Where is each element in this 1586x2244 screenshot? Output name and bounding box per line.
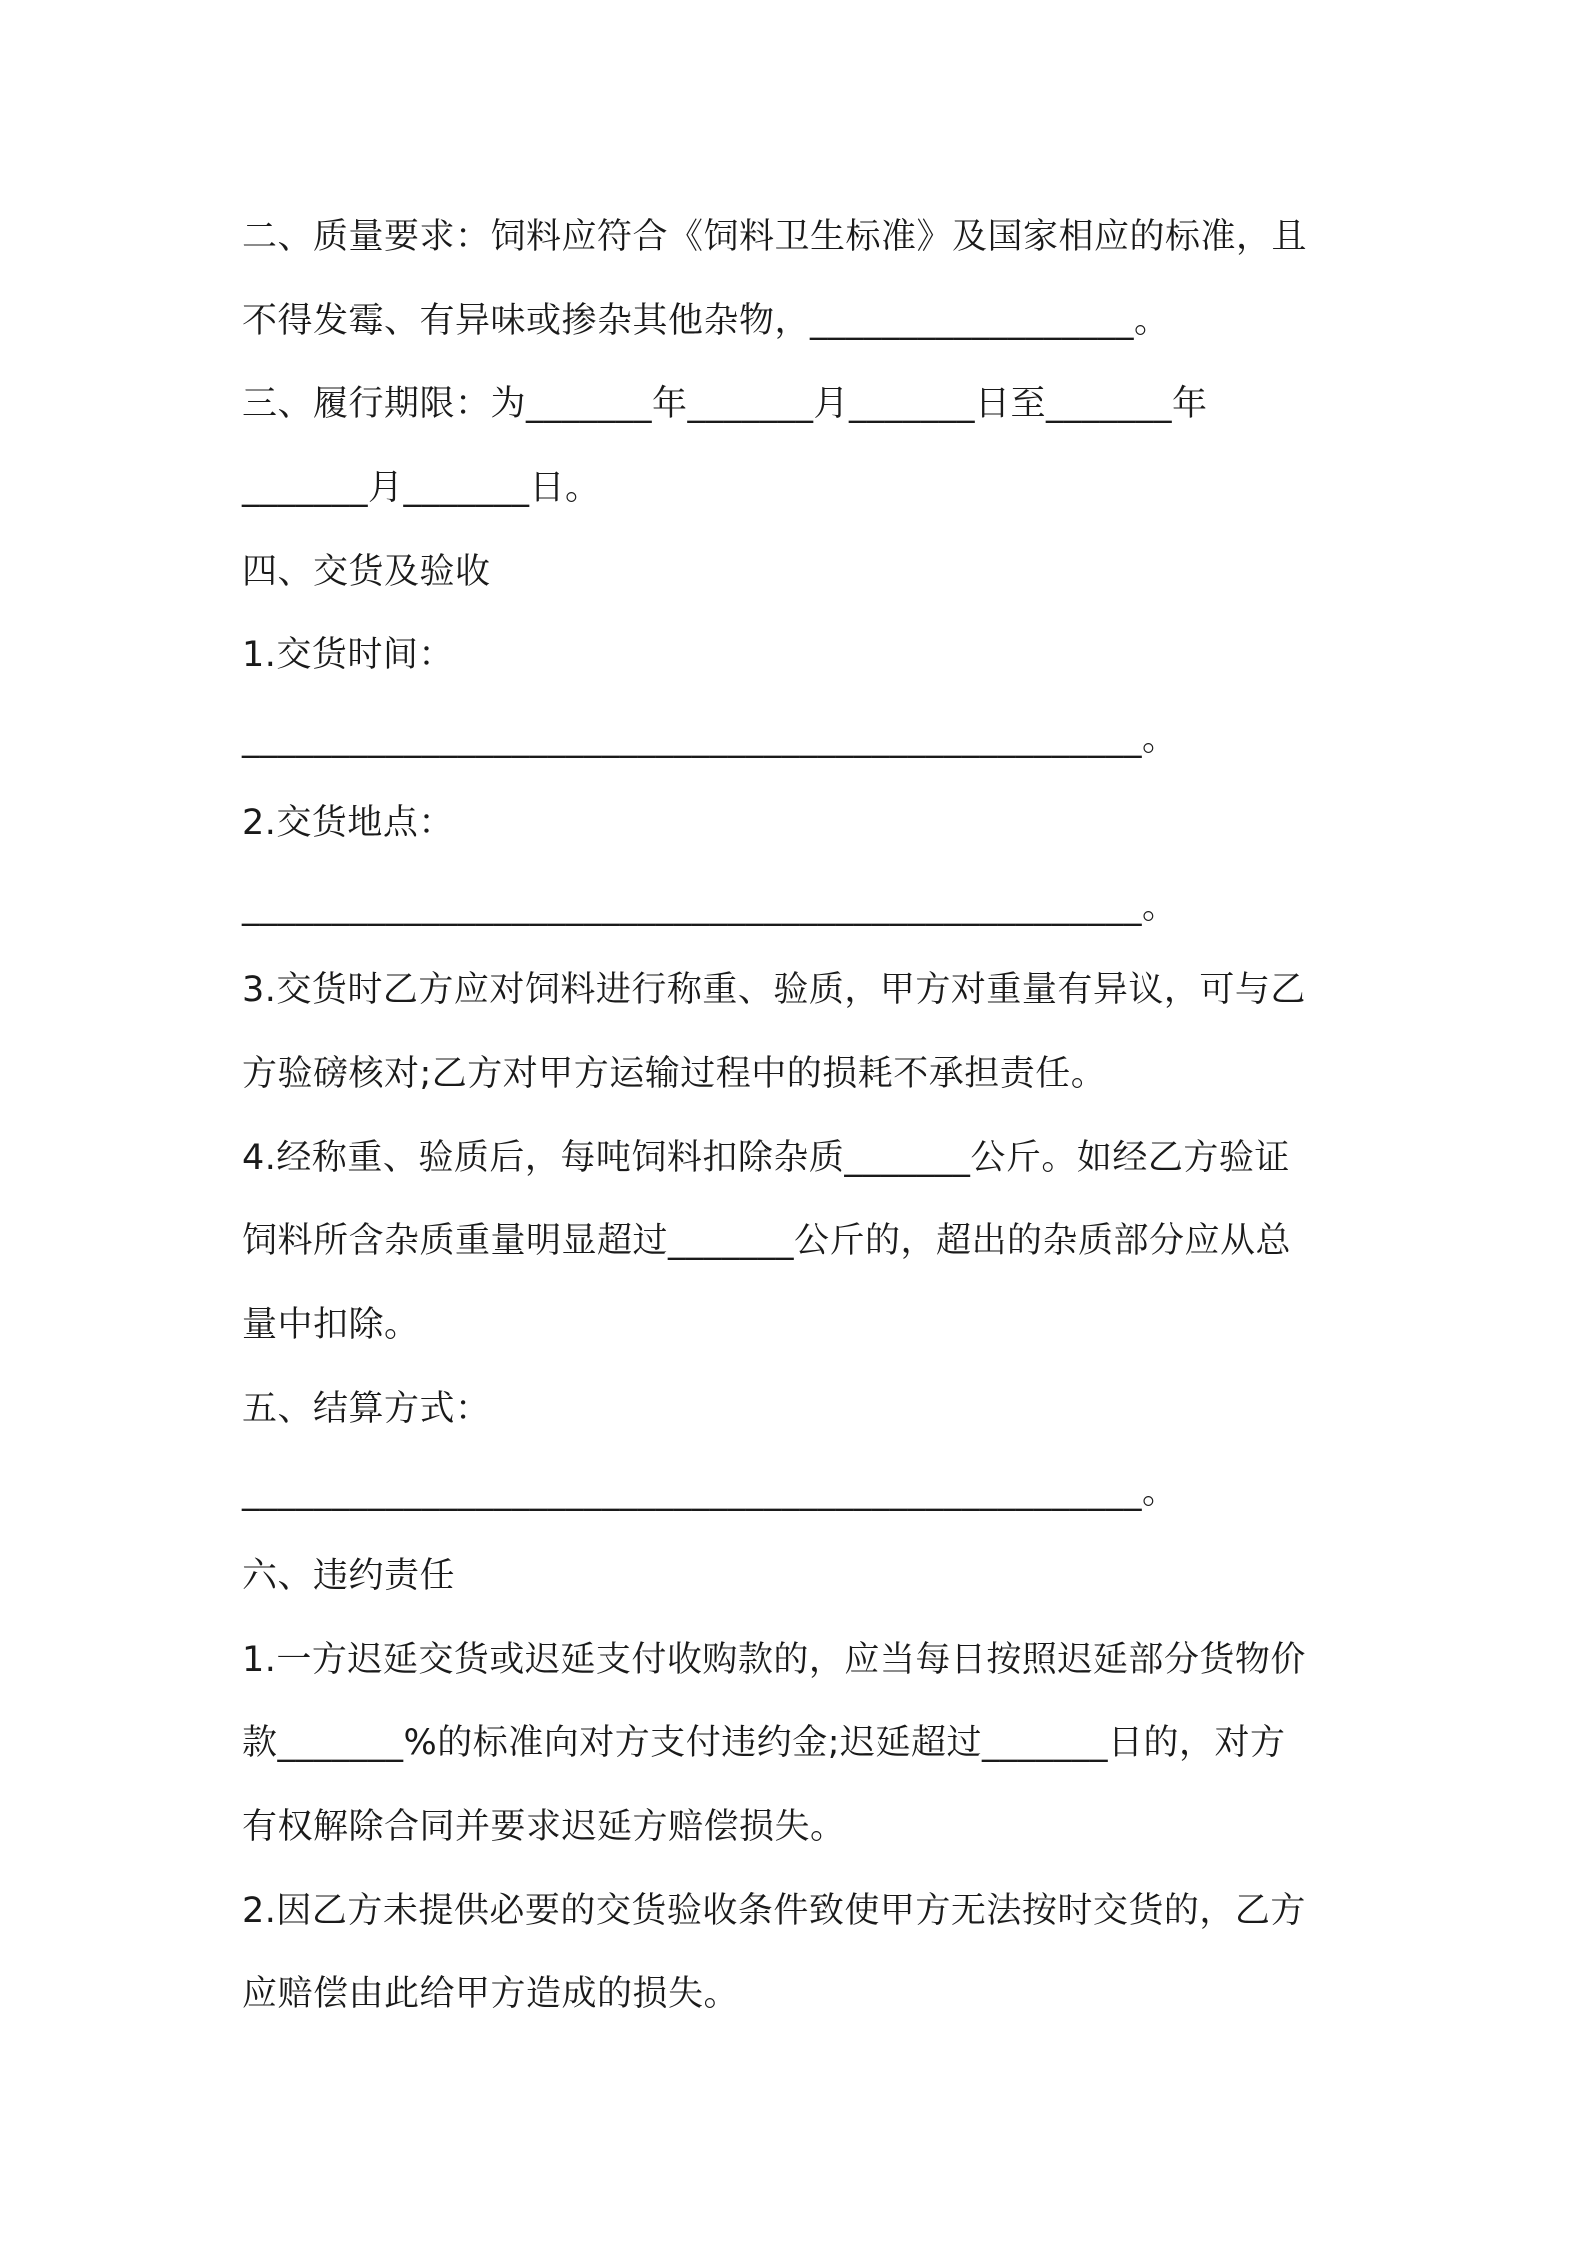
impurity-deduction-text: 4.经称重、验质后，每吨饲料扣除杂质_______公斤。如经乙方验证 [242, 1137, 1290, 1178]
impurity-deduction-text-cont: 饲料所含杂质重量明显超过_______公斤的，超出的杂质部分应从总 [242, 1221, 1292, 1262]
delivery-time-label: 1.交货时间： [242, 635, 454, 676]
liability-delay-text: 1.一方迟延交货或迟延支付收购款的，应当每日按照迟延部分货物价 [242, 1639, 1306, 1680]
delivery-weighing-text: 3.交货时乙方应对饲料进行称重、验质，甲方对重量有异议，可与乙 [242, 970, 1306, 1011]
contract-body [242, 196, 1362, 2037]
section-quality-text: 不得发霉、有异味或掺杂其他杂物，__________________。 [242, 300, 1170, 341]
delivery-time-blank: __________________________________________________。 [242, 719, 1178, 760]
liability-delay-text-end: 有权解除合同并要求迟延方赔偿损失。 [242, 1807, 846, 1848]
delivery-weighing-text-cont: 方验磅核对;乙方对甲方运输过程中的损耗不承担责任。 [242, 1053, 1107, 1094]
section-quality-heading: 二、质量要求：饲料应符合《饲料卫生标准》及国家相应的标准，且 [242, 217, 1308, 257]
section-period-heading: 三、履行期限：为_______年_______月_______日至_______年 [242, 384, 1208, 425]
liability-conditions-text-end: 应赔偿由此给甲方造成的损失。 [242, 1974, 740, 2015]
impurity-deduction-text-end: 量中扣除。 [242, 1304, 420, 1345]
settlement-blank: __________________________________________________。 [242, 1472, 1178, 1513]
section-liability-heading: 六、违约责任 [242, 1556, 456, 1596]
delivery-place-label: 2.交货地点： [242, 802, 454, 843]
section-settlement-heading: 五、结算方式： [242, 1388, 491, 1429]
section-delivery-heading: 四、交货及验收 [242, 551, 491, 592]
liability-conditions-text: 2.因乙方未提供必要的交货验收条件致使甲方无法按时交货的，乙方 [242, 1890, 1306, 1931]
liability-delay-text-cont: 款_______%的标准向对方支付违约金;迟延超过_______日的，对方 [242, 1723, 1286, 1764]
section-period-text: _______月_______日。 [242, 468, 601, 509]
delivery-place-blank: __________________________________________________。 [242, 886, 1178, 927]
